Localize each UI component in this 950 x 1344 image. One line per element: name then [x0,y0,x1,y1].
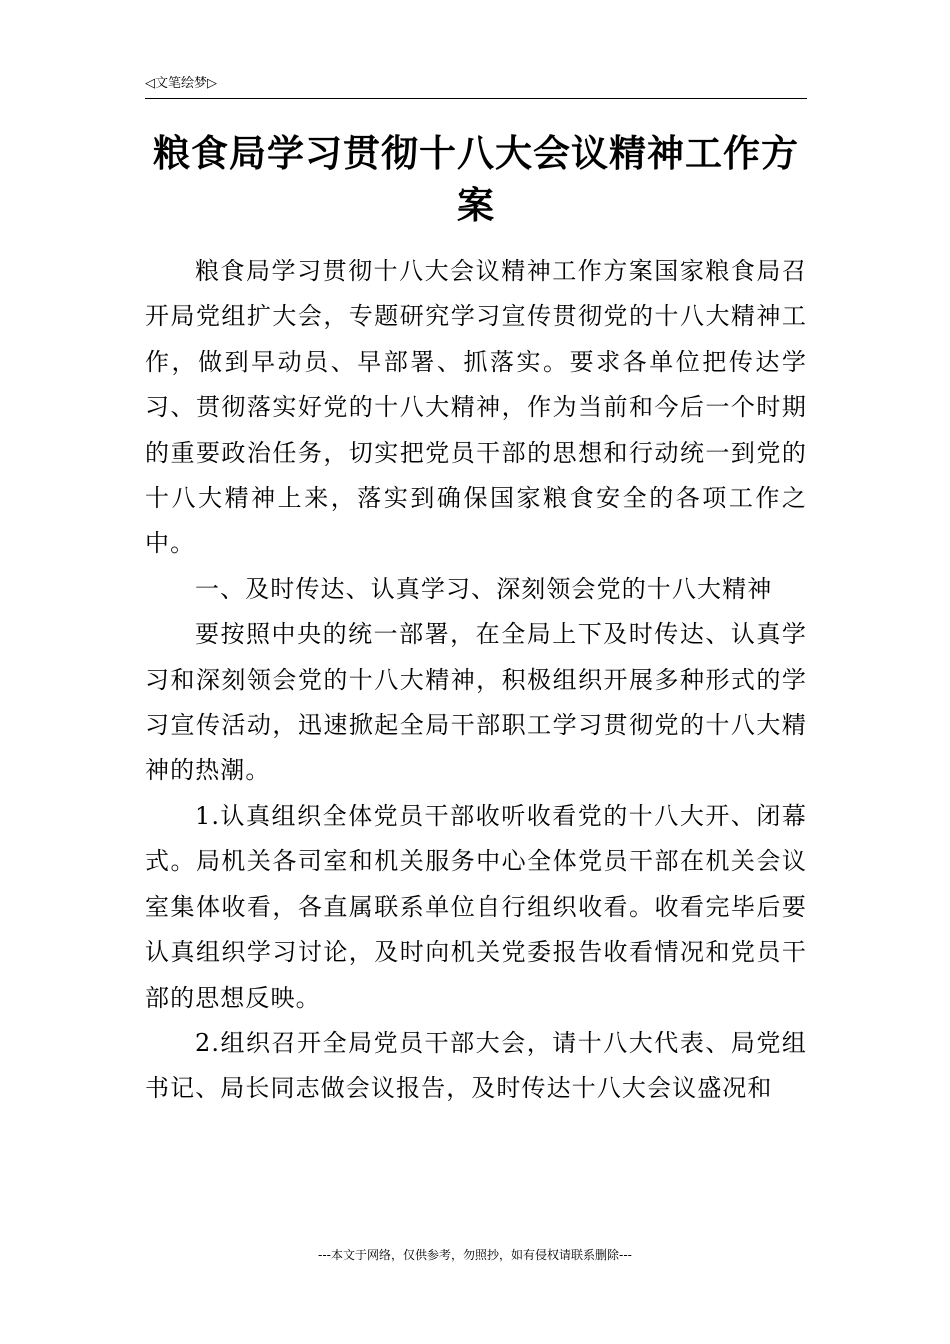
document-body [145,249,807,1112]
section-heading-1: 一、及时传达、认真学习、深刻领会党的十八大精神 [195,574,773,603]
paragraph-item-1: 1.认真组织全体党员干部收听收看党的十八大开、闭幕式。局机关各司室和机关服务中心全体党员干部在机关会议室集体收看，各直属联系单位自行组织收看。收看完毕后要认真组织学习讨论，及时向机关党委报告收看情况和党员干部的思想反映。 [145,801,807,1012]
page-header [145,72,807,99]
paragraph-item-2: 2.组织召开全局党员干部大会，请十八大代表、局党组书记、局长同志做会议报告，及时传达十八大会议盛况和 [145,1028,807,1103]
header-text: ◁文笔绘梦▷ [145,76,217,91]
paragraph-section-1: 要按照中央的统一部署，在全局上下及时传达、认真学习和深刻领会党的十八大精神，积极组织开展多种形式的学习宣传活动，迅速掀起全局干部职工学习贯彻党的十八大精神的热潮。 [145,620,807,785]
document-title: 粮食局学习贯彻十八大会议精神工作方案 [153,132,799,227]
paragraph-intro: 粮食局学习贯彻十八大会议精神工作方案国家粮食局召开局党组扩大会，专题研究学习宣传贯彻党的十八大精神工作，做到早动员、早部署、抓落实。要求各单位把传达学习、贯彻落实好党的十八大精神，作为当前和今后一个时期的重要政治任务，切实把党员干部的思想和行动统一到党的十八大精神上来，落实到确保国家粮食安全的各项工作之中。 [145,257,807,558]
page-footer: ---本文于网络，仅供参考，勿照抄，如有侵权请联系删除--- [318,1248,632,1262]
